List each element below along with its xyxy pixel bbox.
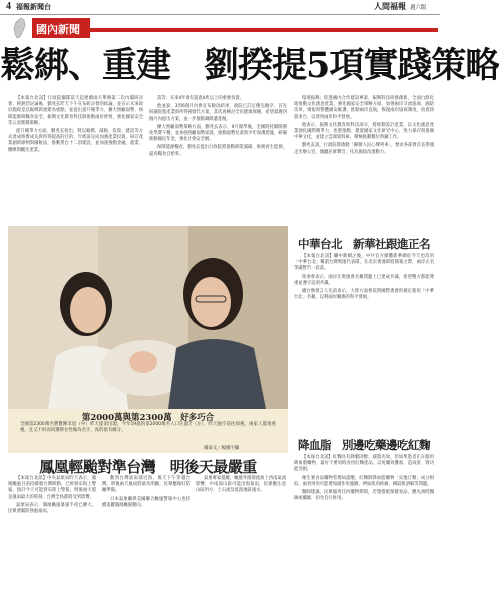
- story2-paragraph: 陸委會表示，兩岸在奧運會名稱問題上已達成共識，希望雙方都能尊重並遵守這項共識。: [294, 274, 434, 286]
- story2-body: [294, 254, 434, 434]
- section-label: 國內新聞: [36, 23, 80, 36]
- story4-col1-paragraph: 氣象局表示，鳳凰颱風暴風半徑已擴大，民眾要嚴防強風豪雨。: [8, 502, 96, 515]
- story2-paragraph: 【本報台北訊】繼中新網之後，中共官方媒體新華網於今天也改用「中華台北」稱謂台灣奧運代表隊，在北京奧運即將開幕之際，兩岸正名爭議暫告一段落。: [294, 254, 434, 272]
- lead-col2-paragraph: 擴大照顧弱勢策略方面，劉兆玄表示，9月開學後，全國將持續開辦免學費午餐，並加強照顧弱勢家庭，推動弱勢兒童與少年保護措施，研擬推動國民年金，強化社會安全網。: [149, 124, 287, 143]
- news-photo: [8, 226, 288, 409]
- lead-headline: 鬆綁、重建 劉揆提5項實踐策略: [0, 45, 499, 86]
- header-divider: [0, 14, 440, 15]
- story3-headline: 降血脂 別邊吃藥邊吃紅麴: [298, 438, 430, 452]
- story3-paragraph: 醫師建議，民眾服用任何藥物期間，若想搭配保健食品，應先詢問醫師或藥師，切勿自行併用。: [294, 490, 434, 502]
- banner-bar: [90, 28, 438, 32]
- story4-col3-paragraph: 氣象專家提醒，颱風外圍環流加上西南氣流影響，中南部山區可能出現豪雨，民眾應注意山區坍方、土石流及低窪地區淹水。: [196, 476, 286, 494]
- photo-illustration: [8, 226, 288, 409]
- story4-column-3: [196, 476, 286, 604]
- story2-headline: 中華台北 新華社跟進正名: [298, 237, 430, 251]
- lead-col1-paragraph: 提升競爭力方面，劉兆玄指出，將以鬆綁、減稅、投資、建設等方式達成經濟成長與所得提高的目的，年底前完成加強產業投資，研訂產業創新條例與國稅法，推動愛台十二項建設，並加速推動金融、農業、醫療與觀光產業。: [8, 129, 143, 153]
- taiwan-map-icon: [9, 17, 29, 39]
- story4-headline: 鳳凰輕颱對準台灣 明後天最嚴重: [39, 458, 257, 476]
- brand-name: 人間福報: [374, 1, 406, 11]
- story4-col2-paragraph: 動到台灣東南部近海，後天下午穿越台灣，明後兩天風雨將最為明顯，民眾應做好防颱準備。: [102, 476, 190, 494]
- photo-caption-text: 全國第2300萬名寶寶陳禾恩（中）昨天提前出現，今年19歲的第2000萬名人口汪淑芳（左），昨天抽空前往探視，兩家人都很重視，且又不約而同選擇女性做為名字，真的很有緣分。: [20, 422, 276, 434]
- lead-column-2: [149, 96, 287, 226]
- lead-column-1: [8, 96, 143, 226]
- story3-paragraph: 衛生署食品藥物管理局提醒，紅麴與降血脂藥物「史他汀類」成分相似，兩者併用可能增加副作用風險，例如肌肉疼痛、橫紋肌溶解等問題。: [294, 475, 434, 487]
- lead-col2-paragraph: 落等；未來4年會有超過4兆以上的重要投資。: [157, 96, 245, 101]
- lead-col3-paragraph: 他表示，振興文化教育與科技部分，將推動設計產業，以文化創意產業強化國際競爭力，也將推動、建置國家文化研究中心，致力保存與推廣中華文化，並建立雲端資料庫，積極推動數位典藏工作。: [294, 122, 434, 141]
- story4-col1-paragraph: 【本報台北訊】中央氣象局昨天表示，鳳凰颱風目前持續朝台灣移動，已經發布海上警報，預計今天可能發布陸上警報，明後兩天將是風雨最大的時刻，台灣全島都將受到影響。: [8, 476, 96, 500]
- photo-caption-box: [8, 409, 288, 453]
- lead-col1-paragraph: 【本報台北訊】行政院團隊前天起連續兩天舉辦第二次內閣研討會，經熱烈討論後，劉兆玄昨天下午宣布研討會的結論，並宣示未來政府施政是以鬆綁與重建為重點，並提出提升競爭力、擴大照顧弱勢、保障能源與糧食安全、振興文化教育科技與推動兩岸經貿、強化國家安全等五項實踐策略。: [8, 96, 143, 126]
- story2-paragraph: 國台辦發言人先前表示，大陸方面會依照國際奧會的規定使用「中華台北」名稱，以利兩岸關係的和平發展。: [294, 289, 434, 301]
- lead-col3-paragraph: 劉兆玄說，行政院將啟動「御膳人民心聲列車」，要求各部會首長帶頭走出辦公室，傾聽民眾聲音，化為施政改進動力。: [294, 143, 434, 155]
- story3-paragraph: 【本報台北訊】紅麴具有降膽固醇、減脂功效，但如果患者正在服用降血脂藥物，最好不要同時食用紅麴產品，以免藥效疊加，造成肝、腎功能受損。: [294, 455, 434, 473]
- page-header: [0, 0, 440, 14]
- section-banner: [0, 16, 440, 40]
- lead-col2-paragraph: 保障能源糧食，劉兆玄提出行政院將推動節能減碳，推廣再生能源，提高糧食自給率。: [149, 145, 287, 157]
- photo-caption-title: 第2000萬與第2300萬 好多巧合: [81, 413, 215, 423]
- edition-label: 週六版: [410, 5, 427, 11]
- story4-column-1: [8, 476, 96, 604]
- photo-credit: 國泰文／楊國宇攝: [204, 446, 240, 451]
- page-number: 4: [6, 1, 11, 12]
- lead-col2-paragraph: 他並說，3到6個月內會宣布稅改結果，政院已訂定優先順序，首先研議促進產業與所得稅發代方案，其次再檢討全民健康保險，希望最遲四個月內提出方案，並一步推動調降遺產稅。: [149, 104, 287, 122]
- section-name: 福報新聞台: [16, 3, 51, 11]
- story4-column-2: [102, 476, 190, 604]
- lead-col3-paragraph: 環境振興；促進國內合作建設專案，振興科技研發創新，全面白熱化地推動文化創意產業，強化國家安全策略方面，加強兩岸交流協商、國防改革、情報與整體國安維護；推動兩岸直航，恢復兩岸協商制度，放寬陸資來台，以達到兩岸和平發展。: [294, 96, 434, 120]
- lead-column-3: [294, 96, 434, 222]
- story4-col2-paragraph: 日本氣象廳與美國聯合颱風警報中心也持續追蹤鳳凰颱風動向。: [102, 496, 190, 508]
- story3-body: [294, 455, 434, 605]
